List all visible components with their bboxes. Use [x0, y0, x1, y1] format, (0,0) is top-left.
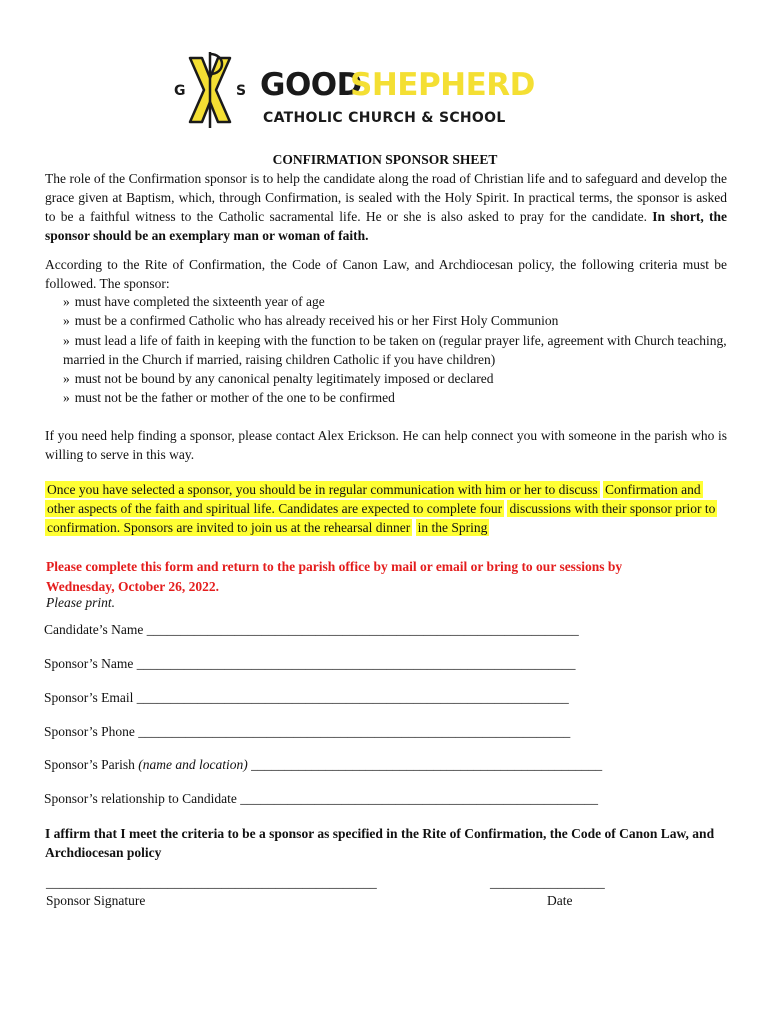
logo-initial-s: S [236, 83, 247, 99]
sponsor-relationship-line[interactable]: _____________________________________________________ [240, 791, 598, 806]
affirmation-statement: I affirm that I meet the criteria to be a sponsor as specified in the Rite of Confirmation, the Code of Canon Law, and Archdiocesan policy [45, 826, 715, 860]
field-label: Sponsor’s Phone [44, 724, 135, 739]
criteria-text: must be a confirmed Catholic who has already received his or her First Holy Communion [74, 313, 559, 328]
highlight-text: confirmation. Sponsors are invited to join us at the rehearsal dinner [47, 520, 411, 535]
criteria-item [63, 331, 727, 369]
field-label: Sponsor’s Parish [44, 757, 135, 772]
bullet-icon: » [63, 390, 70, 405]
chi-rho-icon [164, 48, 256, 132]
bullet-icon: » [63, 294, 70, 309]
criteria-text: must not be the father or mother of the one to be confirmed [74, 390, 395, 405]
candidate-name-line[interactable]: ________________________________________________________________ [146, 622, 579, 637]
sponsor-relationship-field[interactable] [44, 791, 598, 807]
bullet-icon: » [63, 313, 70, 328]
page-title: CONFIRMATION SPONSOR SHEET [272, 152, 498, 167]
signature-label: Sponsor Signature [46, 893, 146, 908]
criteria-item [63, 369, 727, 388]
sponsor-name-field[interactable] [44, 656, 576, 672]
criteria-text: must lead a life of faith in keeping with the function to be taken on (regular prayer life, agreement with Church teaching, married in the Church if married, raising children Catholic if you have children) [63, 333, 727, 367]
sponsor-parish-line[interactable]: ____________________________________________________ [251, 757, 603, 772]
date-line[interactable]: _________________ [490, 875, 605, 890]
field-label: Sponsor’s Name [44, 656, 134, 671]
bullet-icon: » [63, 371, 70, 386]
field-label: Sponsor’s relationship to Candidate [44, 791, 237, 806]
highlight-text: in the Spring [417, 520, 488, 535]
highlight-text: discussions with their sponsor prior to [509, 501, 716, 516]
deadline-notice: Please complete this form and return to the parish office by mail or email or bring to our sessions by Wednesday, October 26, 2022. [46, 559, 623, 594]
sponsor-phone-line[interactable]: ________________________________________________________________ [138, 724, 571, 739]
highlight-text: other aspects of the faith and spiritual life. Candidates are expected to complete four [47, 501, 503, 516]
field-label: Candidate’s Name [44, 622, 144, 637]
sponsor-parish-field[interactable] [44, 757, 602, 773]
church-logo [164, 48, 535, 132]
criteria-item [63, 292, 727, 311]
intro-bold-text: In short, the sponsor should be an exemplary man or woman of faith. [45, 209, 727, 243]
signature-line[interactable]: _________________________________________________ [46, 875, 377, 890]
highlight-text: Once you have selected a sponsor, you should be in regular communication with him or her to discuss [47, 482, 598, 497]
criteria-item [63, 388, 727, 407]
field-label: Sponsor’s Email [44, 690, 134, 705]
bullet-icon: » [63, 333, 70, 348]
intro-paragraph [45, 169, 727, 245]
candidate-name-field[interactable] [44, 622, 579, 638]
highlighted-paragraph [45, 480, 727, 537]
help-paragraph: If you need help finding a sponsor, please contact Alex Erickson. He can help connect you with someone in the parish who is willing to serve in this way. [45, 428, 727, 462]
criteria-text: must not be bound by any canonical penalty legitimately imposed or declared [74, 371, 494, 386]
please-print-note: Please print. [46, 595, 115, 610]
sponsor-name-line[interactable]: _________________________________________________________________ [136, 656, 576, 671]
logo-name-shepherd: SHEPHERD [350, 67, 535, 103]
date-label: Date [547, 893, 573, 908]
sponsor-email-line[interactable]: ________________________________________________________________ [136, 690, 569, 705]
sponsor-phone-field[interactable] [44, 724, 570, 740]
sponsor-email-field[interactable] [44, 690, 569, 706]
highlight-text: Confirmation and [604, 482, 701, 497]
field-note: (name and location) [138, 757, 248, 772]
criteria-text: must have completed the sixteenth year of age [74, 294, 325, 309]
logo-subtitle: CATHOLIC CHURCH & SCHOOL [263, 110, 506, 126]
intro-text: The role of the Confirmation sponsor is to help the candidate along the road of Christian life and to safeguard and develop the grace given at Baptism, which, through Confirmation, is sealed with the Holy Spirit. In practical terms, the sponsor is asked to be a faithful witness to the Catholic sacramental life. He or she is also asked to pray for the candidate. [45, 171, 727, 224]
criteria-intro: According to the Rite of Confirmation, the Code of Canon Law, and Archdiocesan policy, the following criteria must be followed. The sponsor: [45, 257, 727, 291]
criteria-item [63, 311, 727, 330]
logo-name-good: GOOD [260, 67, 362, 103]
logo-initial-g: G [174, 83, 186, 99]
